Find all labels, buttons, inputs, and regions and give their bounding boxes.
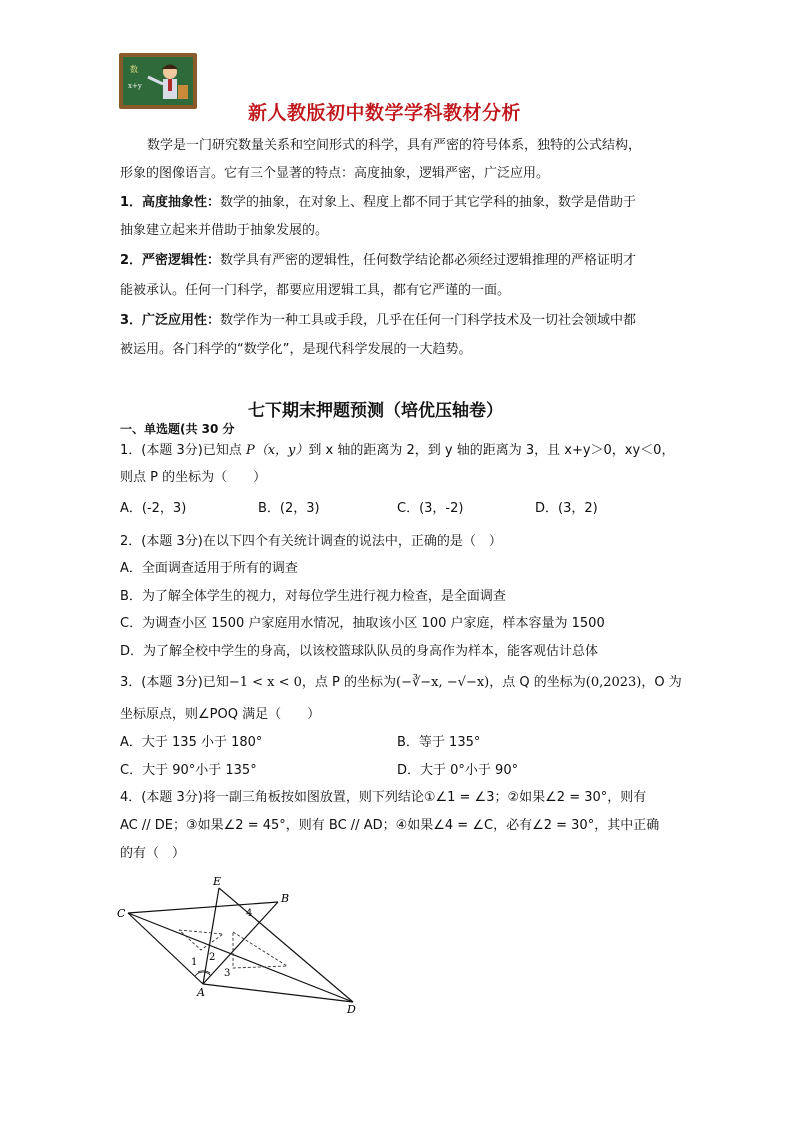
q3-stem-d: ，O 为 bbox=[641, 675, 682, 690]
q2-option-a[interactable]: A．全面调查适用于所有的调查 bbox=[120, 561, 298, 576]
q3-p-coord: (−∛−x, −√−x) bbox=[396, 675, 490, 690]
triangle-figure bbox=[115, 872, 365, 1017]
q1-option-a[interactable]: A．(-2，3) bbox=[120, 501, 187, 516]
point-text: 数学具有严密的逻辑性，任何数学结论都必须经过逻辑推理的严格证明才 bbox=[220, 253, 637, 268]
label-2: 2 bbox=[209, 952, 216, 963]
q1-coord: （x，y） bbox=[254, 443, 309, 458]
point-3-cont: 被运用。各门科学的“数学化”，是现代科学发展的一大趋势。 bbox=[120, 342, 472, 357]
question-1 bbox=[120, 439, 674, 458]
question-2: 2．(本题 3分)在以下四个有关统计调查的说法中，正确的是（ ） bbox=[120, 534, 502, 549]
q3-option-b[interactable]: B．等于 135° bbox=[397, 735, 481, 750]
q1-stem-a: 1．(本题 3分)已知点 bbox=[120, 443, 246, 458]
q2-option-d[interactable]: D．为了解全校中学生的身高，以该校篮球队队员的身高作为样本，能客观估计总体 bbox=[120, 644, 599, 659]
label-b: B bbox=[281, 892, 290, 905]
question-4: 4．(本题 3分)将一副三角板按如图放置，则下列结论①∠1 = ∠3；②如果∠2 = 30°，则有 bbox=[120, 790, 647, 805]
point-1-cont: 抽象建立起来并借助于抽象发展的。 bbox=[120, 223, 329, 238]
point-2 bbox=[120, 251, 636, 271]
intro-line-2: 形象的图像语言。它有三个显著的特点：高度抽象，逻辑严密，广泛应用。 bbox=[120, 166, 550, 181]
point-1 bbox=[120, 193, 636, 213]
q3-option-a[interactable]: A．大于 135 小于 180° bbox=[120, 735, 263, 750]
q3-q-coord: (0,2023) bbox=[585, 675, 642, 690]
exam-title: 七下期末押题预测（培优压轴卷） bbox=[248, 401, 503, 421]
label-d: D bbox=[347, 1003, 356, 1016]
q3-stem-b: ，点 P 的坐标为 bbox=[301, 675, 397, 690]
q3-option-d[interactable]: D．大于 0°小于 90° bbox=[397, 763, 519, 778]
point-3 bbox=[120, 311, 636, 331]
intro-line-1: 数学是一门研究数量关系和空间形式的科学，具有严密的符号体系，独特的公式结构， bbox=[147, 138, 642, 153]
point-label: 2．严密逻辑性： bbox=[120, 253, 221, 268]
question-3-cont: 坐标原点，则∠POQ 满足（ ） bbox=[120, 707, 321, 722]
point-2-cont: 能被承认。任何一门科学，都要应用逻辑工具，都有它严谨的一面。 bbox=[120, 283, 511, 298]
q1-option-b[interactable]: B．(2，3) bbox=[258, 501, 320, 516]
question-4-cont-1: AC // DE；③如果∠2 = 45°，则有 BC // AD；④如果∠4 = ∠C，必有∠2 = 30°，其中正确 bbox=[120, 818, 660, 833]
q1-point: P bbox=[245, 443, 255, 458]
page-title: 新人教版初中数学学科教材分析 bbox=[248, 102, 522, 124]
teacher-blackboard-icon bbox=[118, 52, 198, 110]
svg-text:x+y: x+y bbox=[128, 82, 142, 90]
label-a: A bbox=[197, 986, 205, 999]
section-heading: 一、单选题(共 30 分 bbox=[120, 422, 235, 436]
label-1: 1 bbox=[191, 957, 198, 968]
question-1-cont: 则点 P 的坐标为（ ） bbox=[120, 470, 267, 485]
q3-stem-a: 3．(本题 3分)已知 bbox=[120, 675, 229, 690]
label-c: C bbox=[117, 907, 126, 920]
q2-option-c[interactable]: C．为调查小区 1500 户家庭用水情况，抽取该小区 100 户家庭，样本容量为 1500 bbox=[120, 616, 605, 631]
label-3: 3 bbox=[224, 968, 231, 979]
q1-option-c[interactable]: C．(3，-2) bbox=[397, 501, 464, 516]
q3-option-c[interactable]: C．大于 90°小于 135° bbox=[120, 763, 257, 778]
q1-option-d[interactable]: D．(3，2) bbox=[535, 501, 598, 516]
question-4-cont-2: 的有（ ） bbox=[120, 846, 186, 861]
point-text: 数学作为一种工具或手段，几乎在任何一门科学技术及一切社会领域中都 bbox=[220, 313, 637, 328]
point-text: 数学的抽象，在对象上、程度上都不同于其它学科的抽象，数学是借助于 bbox=[220, 195, 637, 210]
label-4: 4 bbox=[246, 908, 253, 919]
point-label: 3．广泛应用性： bbox=[120, 313, 221, 328]
question-3 bbox=[120, 671, 682, 690]
q3-condition: −1 < x < 0 bbox=[228, 675, 302, 690]
point-label: 1．高度抽象性： bbox=[120, 195, 221, 210]
svg-text:数: 数 bbox=[130, 65, 138, 74]
q2-option-b[interactable]: B．为了解全体学生的视力，对每位学生进行视力检查，是全面调查 bbox=[120, 589, 506, 604]
q1-stem-b: 到 x 轴的距离为 2，到 y 轴的距离为 3，且 x+y＞0，xy＜0， bbox=[308, 443, 675, 458]
q3-stem-c: ，点 Q 的坐标为 bbox=[489, 675, 586, 690]
label-e: E bbox=[213, 875, 222, 888]
